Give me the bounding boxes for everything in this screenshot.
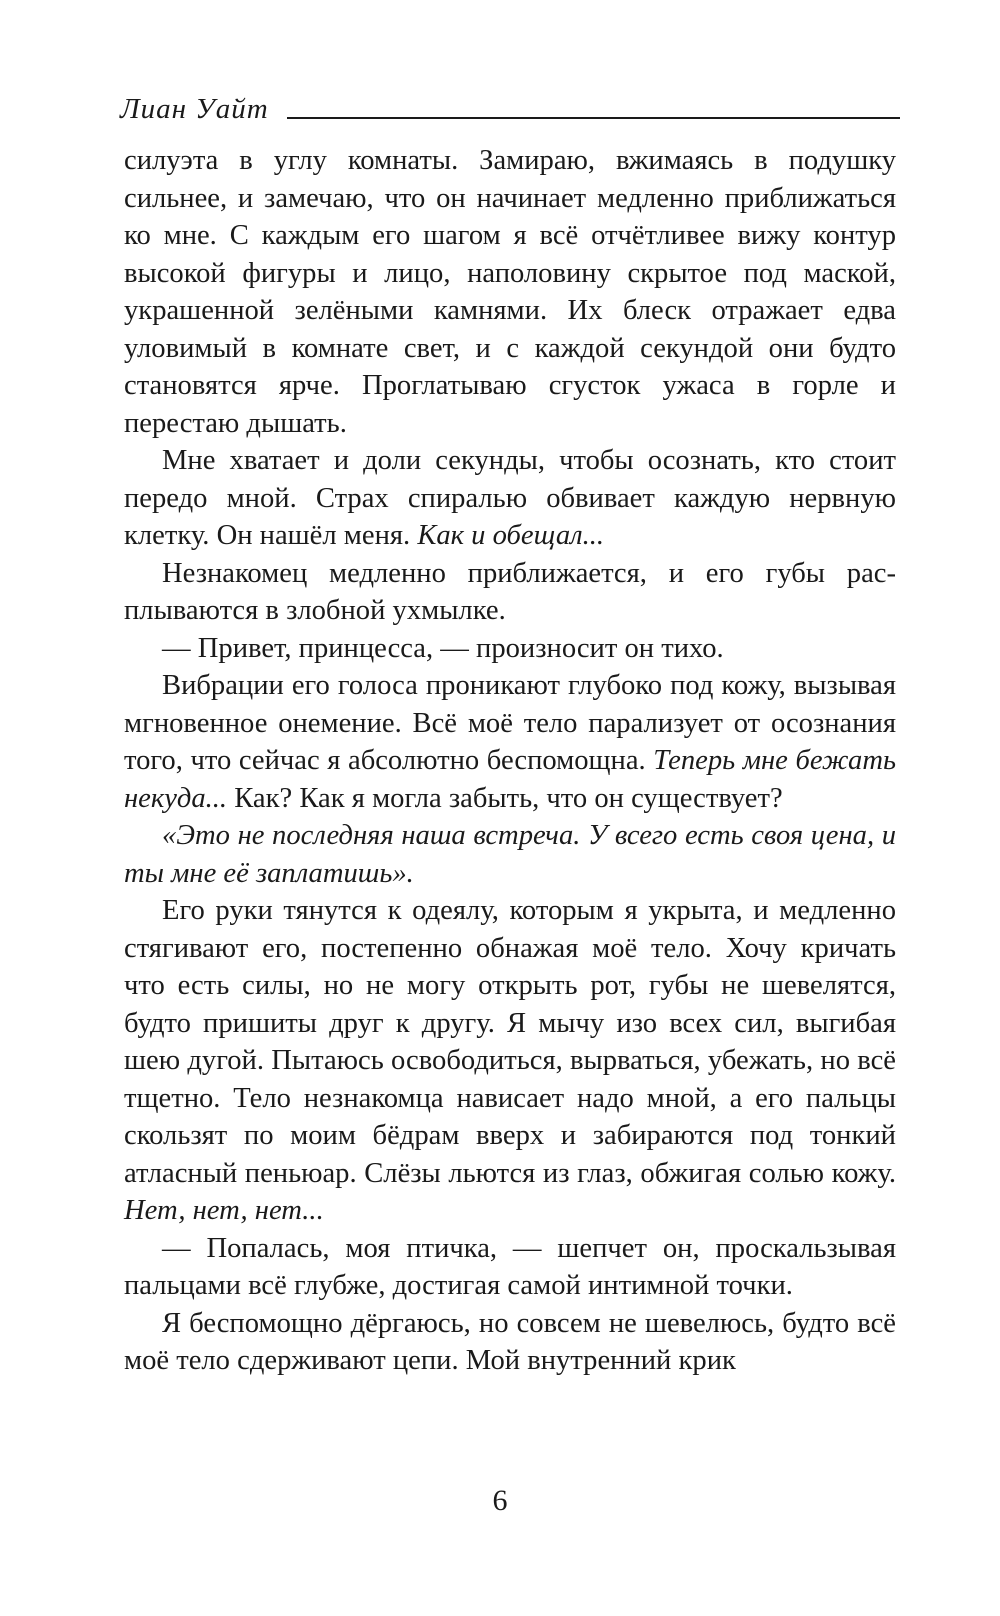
paragraph-1 bbox=[124, 142, 896, 442]
paragraph-6-italic: «Это не последняя наша встреча. У всего есть своя цена, и ты мне её заплатишь». bbox=[124, 820, 896, 889]
paragraph-5 bbox=[124, 667, 896, 817]
paragraph-5-text: Вибрации его голоса проникают глубоко под кожу, вызывая мгновенное онемение. Всё моё тело парализует от осознания того, что сейчас я абсолютно беспомощна. bbox=[124, 670, 896, 776]
paragraph-9 bbox=[124, 1305, 896, 1380]
paragraph-5-text-end: Как? Как я могла забыть, что он существует? bbox=[227, 782, 783, 814]
paragraph-3 bbox=[124, 555, 896, 630]
running-header bbox=[120, 88, 900, 128]
paragraph-2-text: Мне хватает и доли секунды, чтобы осознать, кто стоит передо мной. Страх спиралью обвивает каждую нервную клетку. Он нашёл меня. bbox=[124, 445, 896, 551]
paragraph-9-text: Я беспомощно дёргаюсь, но совсем не шевелюсь, будто всё моё тело сдерживают цепи. Мой внутренний крик bbox=[124, 1307, 896, 1376]
body-text bbox=[124, 142, 896, 1380]
page-number: 6 bbox=[492, 1484, 508, 1517]
paragraph-1-text: силуэта в углу комнаты. Замираю, вжимаясь в подушку сильнее, и замечаю, что он начинает медленно приближаться ко мне. С каждым его шагом я всё отчётливее вижу контур высокой фигуры и лицо, наполовину скрытое под маской, украшенной зелёными камнями. Их блеск отражает едва уловимый в комнате свет, и с каждой секундой они будто становятся ярче. Проглатываю сгусток ужаса в горле и перестаю дышать. bbox=[124, 145, 896, 439]
header-rule bbox=[287, 117, 900, 119]
paragraph-2-italic: Как и обещал... bbox=[417, 520, 605, 551]
paragraph-7-italic: Нет, нет, нет... bbox=[124, 1195, 324, 1226]
paragraph-5-italic: Теперь мне бежать некуда... bbox=[124, 745, 896, 814]
paragraph-3-text: Незнакомец медленно приближается, и его губы расплываются в злобной ухмылке. bbox=[124, 557, 896, 626]
paragraph-4-text: — Привет, принцесса, — произносит он тихо. bbox=[162, 632, 724, 664]
paragraph-7 bbox=[124, 892, 896, 1230]
paragraph-8-text: — Попалась, моя птичка, — шепчет он, проскальзывая пальцами всё глубже, достигая самой интимной точки. bbox=[124, 1232, 896, 1301]
paragraph-4-dialogue bbox=[124, 630, 896, 668]
paragraph-8-dialogue bbox=[124, 1230, 896, 1305]
paragraph-6-quote bbox=[124, 817, 896, 892]
author-name: Лиан Уайт bbox=[120, 93, 269, 125]
paragraph-2 bbox=[124, 442, 896, 555]
paragraph-7-text: Его руки тянутся к одеялу, которым я укрыта, и медленно стягивают его, постепенно обнажая моё тело. Хочу кричать что есть силы, но не могу открыть рот, губы не шевелятся, будто пришиты друг к другу. Я мычу изо всех сил, выгибая шею дугой. Пытаюсь освободиться, вырваться, убежать, но всё тщетно. Тело незнакомца нависает надо мной, а его пальцы скользят по моим бёдрам вверх и забираются под тонкий атласный пеньюар. Слёзы льются из глаз, обжигая солью кожу. bbox=[124, 895, 896, 1189]
